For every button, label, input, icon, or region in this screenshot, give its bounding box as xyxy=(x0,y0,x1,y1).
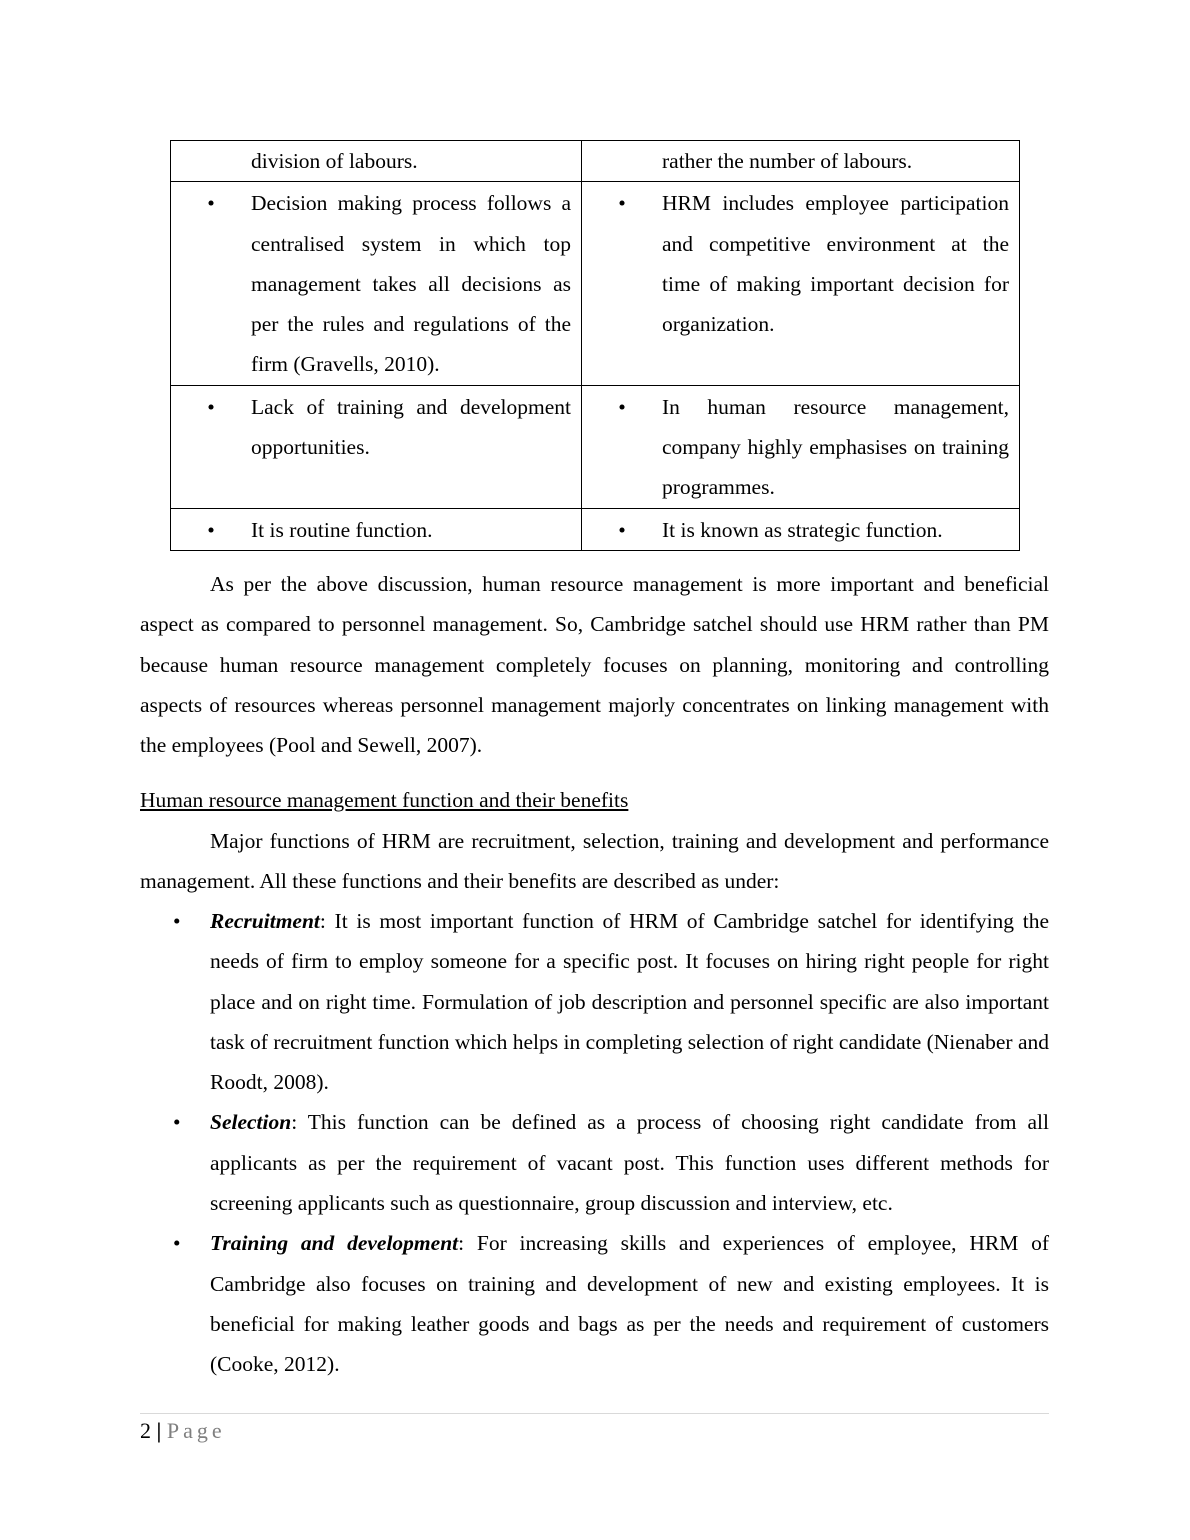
table-cell: rather the number of labours. xyxy=(582,141,1020,182)
bullet-icon: • xyxy=(618,191,626,216)
list-item xyxy=(140,901,1049,1102)
table-row xyxy=(171,141,1020,182)
cell-text: Lack of training and development opportunities. xyxy=(251,394,571,460)
bullet-icon: • xyxy=(618,394,626,419)
bullet-icon: • xyxy=(173,1231,181,1256)
table-cell xyxy=(582,385,1020,508)
table-row xyxy=(171,182,1020,385)
cell-text: In human resource management, company highly emphasises on training programmes. xyxy=(662,394,1009,500)
table-cell xyxy=(171,182,582,385)
table-cell xyxy=(171,385,582,508)
cell-text: Decision making process follows a centralised system in which top management takes all decisions as per the rules and regulations of the firm (Gravells, 2010). xyxy=(251,191,571,377)
list-item xyxy=(140,1223,1049,1384)
list-text: : It is most important function of HRM of Cambridge satchel for identifying the needs of firm to employ someone for a specific post. It focuses on hiring right people for right place and on right time. Formulation of job description and personnel specific are also important task of recruitment function which helps in completing selection of right candidate (Nienaber and Roodt, 2008). xyxy=(210,909,1049,1095)
page-footer xyxy=(140,1413,1049,1444)
table-cell xyxy=(171,508,582,550)
bullet-icon: • xyxy=(173,909,181,933)
paragraph: Major functions of HRM are recruitment, selection, training and development and performance management. All these functions and their benefits are described as under: xyxy=(140,829,1049,894)
function-list xyxy=(140,901,1049,1385)
cell-text: It is known as strategic function. xyxy=(662,517,943,542)
bullet-icon: • xyxy=(173,1110,181,1135)
bullet-icon: • xyxy=(207,191,215,216)
bullet-icon: • xyxy=(618,517,626,542)
paragraph: As per the above discussion, human resource management is more important and beneficial aspect as compared to personnel management. So, Cambridge satchel should use HRM rather than PM because human resource management completely focuses on planning, monitoring and controlling aspects of resources whereas personnel management majorly concentrates on linking management with the employees (Pool and Sewell, 2007). xyxy=(140,572,1049,758)
footer-separator: | xyxy=(156,1418,162,1443)
table-cell xyxy=(582,182,1020,385)
table-row xyxy=(171,385,1020,508)
list-item xyxy=(140,1102,1049,1223)
cell-text: It is routine function. xyxy=(251,517,433,542)
list-term: Training and development xyxy=(210,1231,459,1256)
table-cell xyxy=(582,508,1020,550)
page-number: 2 xyxy=(140,1418,151,1443)
table-cell: division of labours. xyxy=(171,141,582,182)
list-term: Recruitment xyxy=(210,909,320,933)
bullet-icon: • xyxy=(207,394,215,419)
list-term: Selection xyxy=(210,1110,292,1135)
list-text: : This function can be defined as a process of choosing right candidate from all applicants as per the requirement of vacant post. This function uses different methods for screening applicants such as questionnaire, group discussion and interview, etc. xyxy=(210,1110,1049,1216)
section-heading: Human resource management function and their benefits xyxy=(140,788,629,812)
cell-text: HRM includes employee participation and competitive environment at the time of making important decision for organization. xyxy=(662,191,1009,337)
list-text: : For increasing skills and experiences of employee, HRM of Cambridge also focuses on training and development of new and existing employees. It is beneficial for making leather goods and bags as per the needs and requirement of customers (Cooke, 2012). xyxy=(210,1231,1050,1377)
comparison-table xyxy=(170,140,1020,551)
table-row xyxy=(171,508,1020,550)
bullet-icon: • xyxy=(207,517,215,542)
page-label: Page xyxy=(166,1418,226,1443)
